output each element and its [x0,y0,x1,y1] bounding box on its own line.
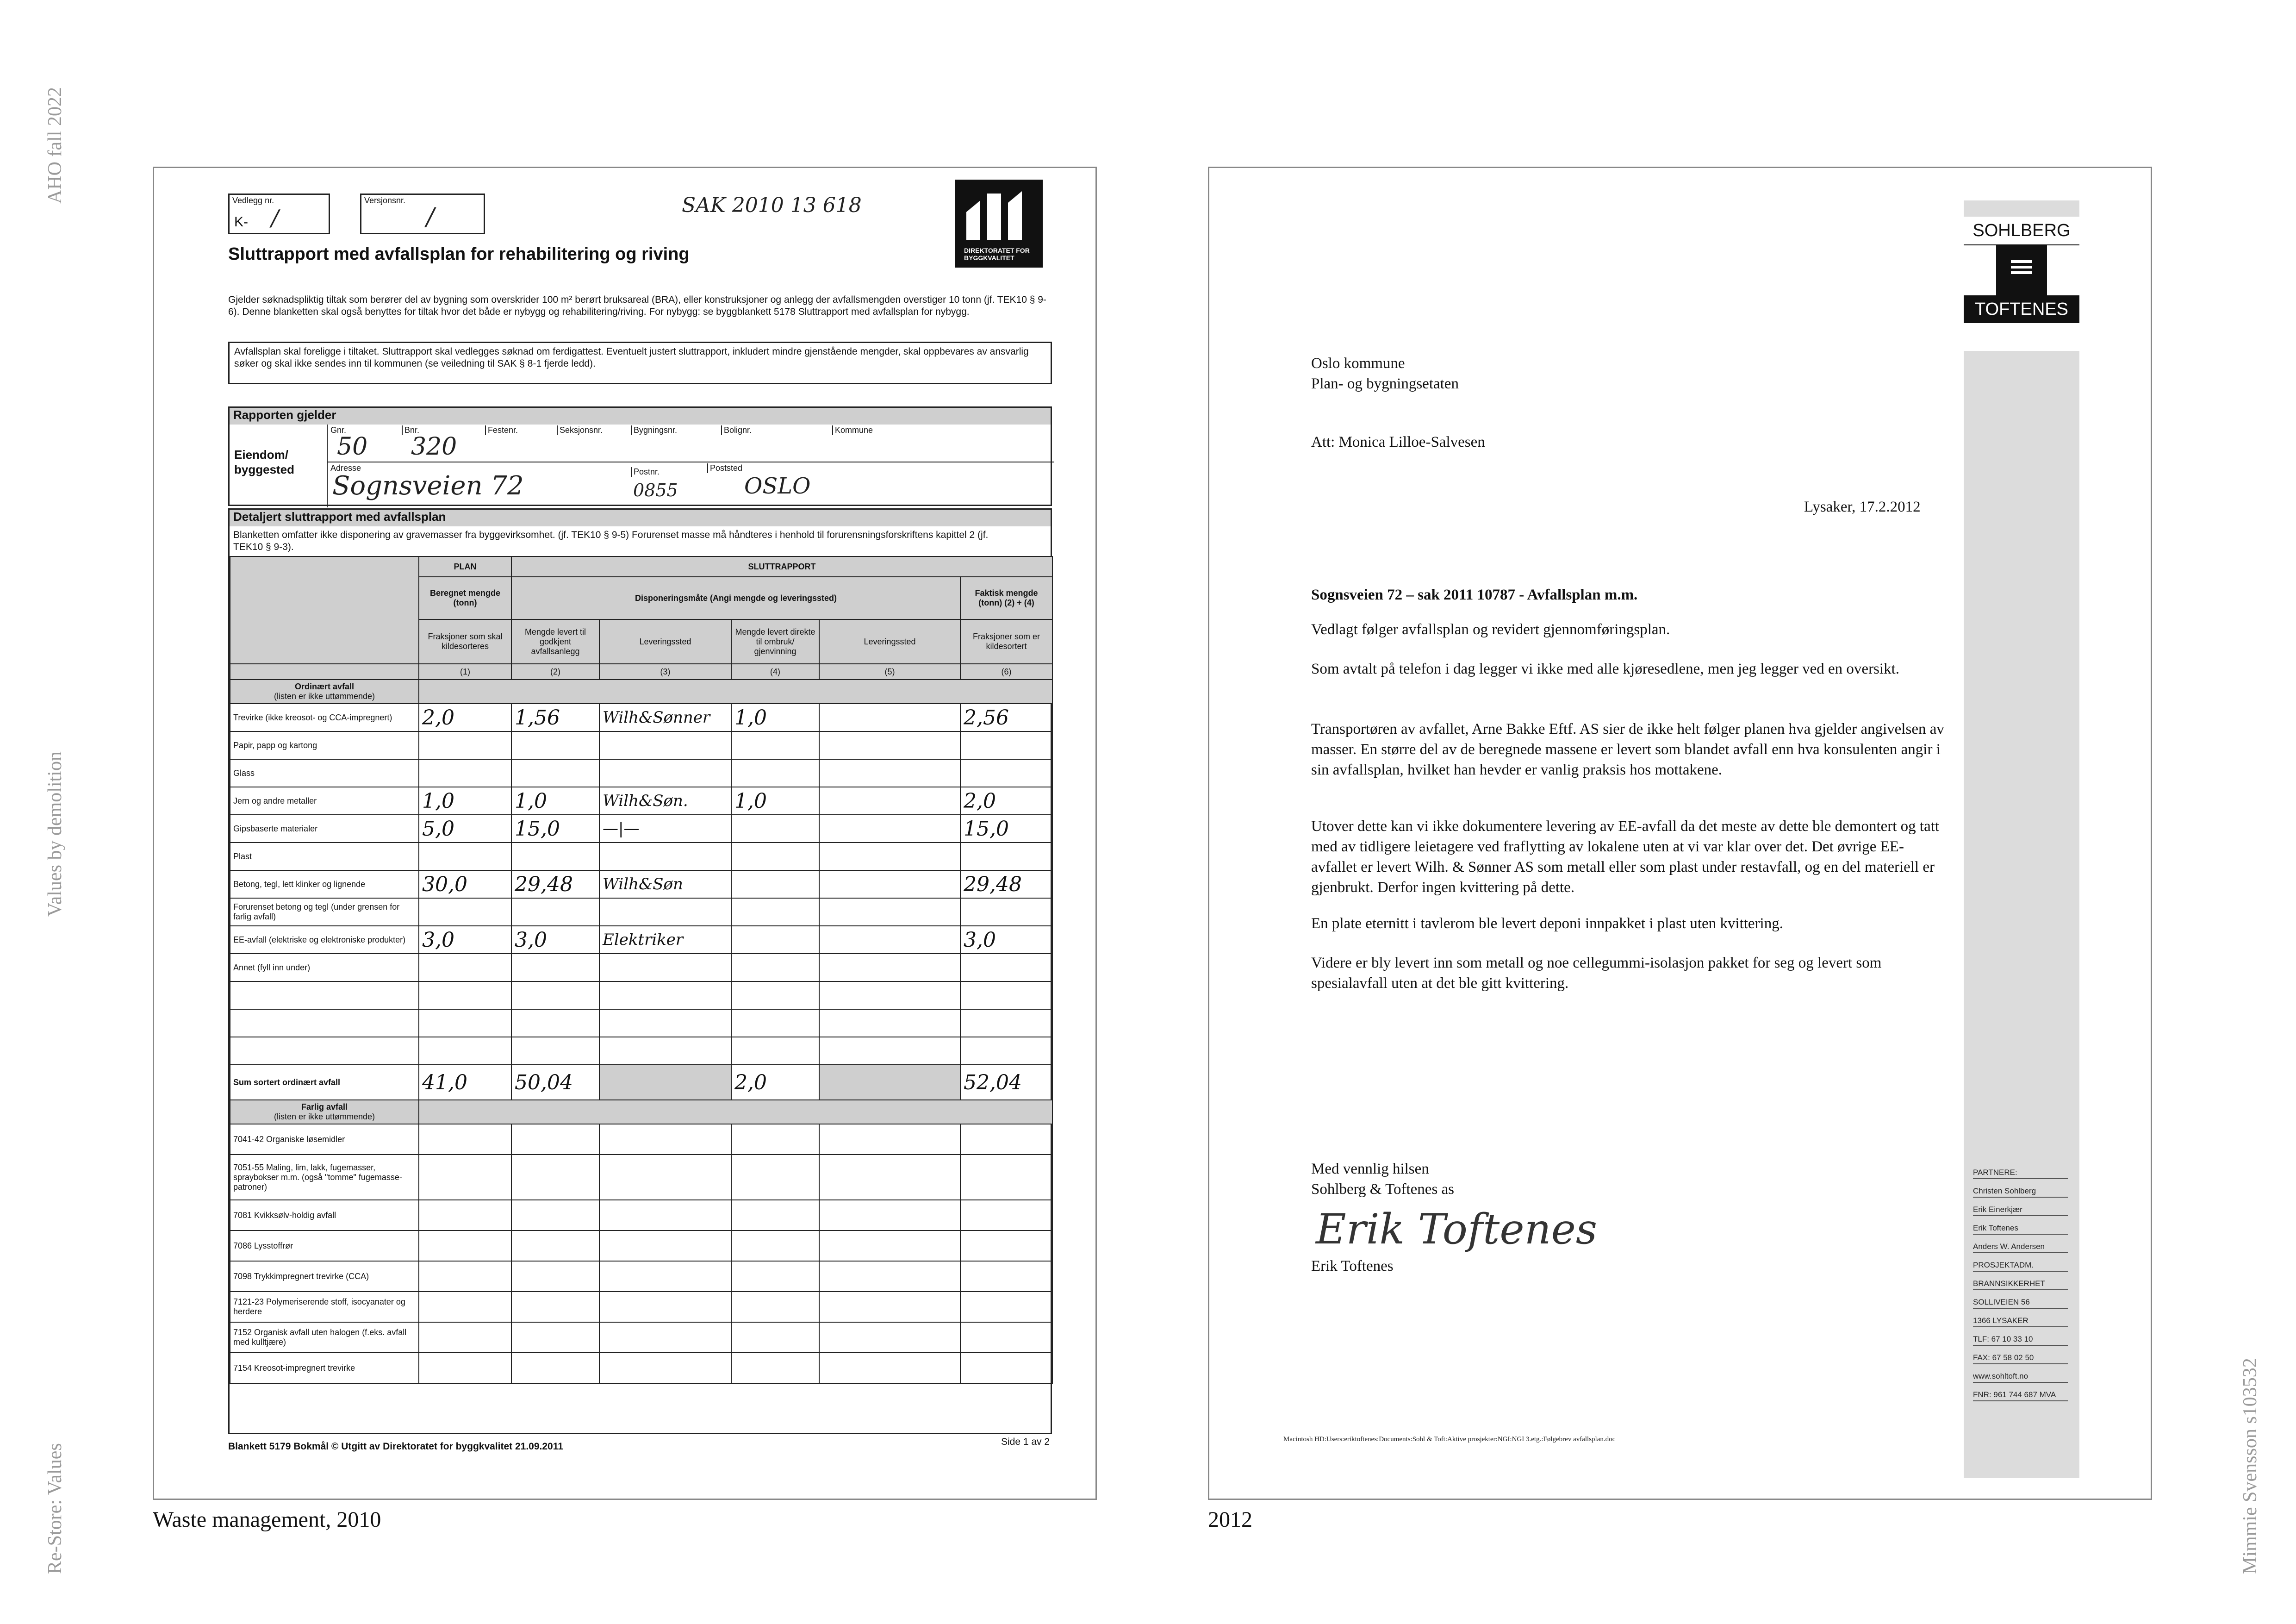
hazard-label: 7051-55 Maling, lim, lakk, fugemasser, spraybokser m.m. (også "tomme" fugemasse-patroner) [230,1155,419,1200]
row-delivered-amount: 1,0 [511,787,599,815]
hazard-cell [819,1261,960,1292]
subheader-3: Leveringssted [599,619,731,664]
section-property [228,406,1052,506]
row-reuse-site [819,843,960,870]
hazard-cell [960,1124,1052,1155]
hazard-cell [511,1322,599,1353]
row-reuse-site [819,954,960,981]
table-row [230,1037,1052,1065]
side-label-middle: Values by demolition [44,751,66,917]
gnr-label: Gnr. [330,425,347,435]
row-reuse-amount [731,926,819,954]
ordinary-rows [230,704,1052,1065]
address-line: FAX: 67 58 02 50 [1973,1353,2068,1364]
row-planned-amount: 3,0 [419,926,511,954]
row-reuse-site [819,815,960,843]
property-fields [327,425,1054,507]
row-delivery-site [599,843,731,870]
address-line: www.sohltoft.no [1973,1372,2068,1383]
header-faktisk: Faktisk mengde (tonn) (2) + (4) [960,577,1052,619]
hazard-cell [819,1155,960,1200]
logo-bottom-text: TOFTENES [1964,295,2079,323]
ordinary-title: Ordinært avfall [294,682,355,691]
table-row [230,787,1052,815]
hazard-subtitle: (listen er ikke uttømmende) [274,1112,375,1121]
row-reuse-site [819,731,960,759]
hazard-cell [511,1292,599,1322]
row-delivered-amount [511,981,599,1009]
row-label: Betong, tegl, lett klinker og lignende [230,870,419,898]
hazard-cell [511,1200,599,1230]
row-actual-amount [960,1009,1052,1037]
row-actual-amount [960,981,1052,1009]
row-planned-amount [419,731,511,759]
row-actual-amount [960,954,1052,981]
bnr-value: 320 [411,433,457,461]
row-reuse-site [819,981,960,1009]
row-delivery-site: Wilh&Søn. [599,787,731,815]
partner-name: Anders W. Andersen [1973,1242,2068,1253]
hazard-cell [419,1230,511,1261]
hazard-cell [599,1322,731,1353]
hazard-cell [599,1200,731,1230]
row-delivered-amount [511,731,599,759]
letter-footer-path: Macintosh HD:Users:eriktoftenes:Documents:Sohl & Toft:Aktive prosjekter:NGI:NGI 3.etg.:Følgebrev avfallsplan.doc [1283,1436,1616,1443]
row-reuse-amount [731,870,819,898]
adresse-value: Sognsveien 72 [332,471,524,501]
row-delivery-site [599,759,731,787]
subheader-6: Fraksjoner som er kildesortert [960,619,1052,664]
row-reuse-amount [731,981,819,1009]
row-label: Gipsbaserte materialer [230,815,419,843]
hazard-cell [731,1230,819,1261]
header-plan: PLAN [419,556,511,577]
row-planned-amount [419,898,511,926]
hazard-cell [819,1292,960,1322]
postnr-label: Postnr. [631,467,660,477]
section-report-title: Detaljert sluttrapport med avfallsplan [230,510,1051,526]
row-actual-amount [960,898,1052,926]
hazard-cell [960,1292,1052,1322]
row-label: Forurenset betong og tegl (under grensen for farlig avfall) [230,898,419,926]
row-delivery-site [599,954,731,981]
header-blank [230,556,419,664]
hazard-cell [960,1322,1052,1353]
partner-name: Erik Toftenes [1973,1224,2068,1235]
hazard-cell [731,1124,819,1155]
vedlegg-box [228,194,330,234]
row-delivered-amount [511,898,599,926]
row-reuse-amount [731,815,819,843]
logo-mark-icon [955,180,1043,244]
adresse-label: Adresse [330,463,361,473]
hazard-cell [819,1230,960,1261]
row-label: EE-avfall (elektriske og elektroniske produkter) [230,926,419,954]
poststed-value: OSLO [744,473,811,499]
row-label: Jern og andre metaller [230,787,419,815]
bygningsnr-label: Bygningsnr. [631,425,677,435]
gnr-value: 50 [337,433,368,461]
hazard-row [230,1261,1052,1292]
table-row [230,926,1052,954]
hazard-cell [419,1124,511,1155]
table-row [230,759,1052,787]
row-delivered-amount [511,1037,599,1065]
table-row [230,870,1052,898]
row-delivered-amount: 1,56 [511,704,599,731]
hazard-cell [419,1353,511,1383]
section-report [228,508,1052,1434]
signer: Erik Toftenes [1311,1258,1394,1274]
hazard-cell [731,1200,819,1230]
row-delivery-site: Elektriker [599,926,731,954]
table-row [230,954,1052,981]
paragraph-1: Vedlagt følger avfallsplan og revidert gjennomføringsplan. [1311,621,1670,638]
hazard-row [230,1200,1052,1230]
row-actual-amount: 2,56 [960,704,1052,731]
row-reuse-amount [731,1009,819,1037]
row-delivered-amount [511,843,599,870]
hazard-cell [599,1124,731,1155]
hazard-cell [731,1353,819,1383]
header-dispo: Disponeringsmåte (Angi mengde og leveringssted) [511,577,960,619]
hazard-cell [511,1353,599,1383]
hazard-label: 7041-42 Organiske løsemidler [230,1124,419,1155]
bolignr-label: Bolignr. [721,425,752,435]
row-actual-amount [960,759,1052,787]
colnum-5: (5) [819,664,960,680]
vedlegg-prefix: K- [234,214,248,230]
row-reuse-site [819,1037,960,1065]
row-reuse-amount [731,731,819,759]
row-delivery-site [599,1037,731,1065]
row-reuse-amount [731,954,819,981]
row-reuse-amount [731,843,819,870]
subheader-5: Leveringssted [819,619,960,664]
row-delivery-site: Wilh&Søn [599,870,731,898]
eiendom-label: Eiendom/ byggested [234,448,295,476]
paragraph-2: Som avtalt på telefon i dag legger vi ikke med alle kjøresedlene, men jeg legger ved en oversikt. [1311,661,1899,677]
table-row [230,1009,1052,1037]
hazard-cell [511,1230,599,1261]
partner-name: Christen Sohlberg [1973,1187,2068,1198]
ordinary-subtitle: (listen er ikke uttømmende) [274,692,375,701]
row-delivered-amount: 29,48 [511,870,599,898]
partner-name: Erik Einerkjær [1973,1205,2068,1216]
row-label [230,1037,419,1065]
row-planned-amount: 30,0 [419,870,511,898]
row-delivered-amount: 3,0 [511,926,599,954]
row-delivery-site [599,1009,731,1037]
hazard-cell [960,1155,1052,1200]
hazard-cell [819,1353,960,1383]
row-reuse-site [819,1009,960,1037]
hazard-cell [599,1230,731,1261]
row-reuse-amount [731,759,819,787]
table-row [230,981,1052,1009]
section-report-text: Blanketten omfatter ikke disponering av gravemasser fra byggevirksomhet. (jf. TEK10 § 9-5) Forurenset masse må håndteres i henhold til forurensningsforskriftens kapittel 2 (jf. TEK10 § 9-3). [233,530,989,552]
row-actual-amount: 15,0 [960,815,1052,843]
hazard-row [230,1353,1052,1383]
hazard-cell [599,1261,731,1292]
row-delivered-amount: 15,0 [511,815,599,843]
address-line: TLF: 67 10 33 10 [1973,1335,2068,1346]
row-delivery-site [599,898,731,926]
paragraph-5: En plate eternitt i tavlerom ble levert deponi innpakket i plast uten kvittering. [1311,915,1783,932]
hazard-cell [731,1261,819,1292]
hazard-row [230,1230,1052,1261]
hazard-rows [230,1124,1052,1383]
row-planned-amount [419,759,511,787]
form-intro: Gjelder søknadspliktig tiltak som berører del av bygning som overskrider 100 m² berørt bruksareal (BRA), eller konstruksjoner og anlegg der avfallsmengden overstiger 10 tonn (jf. TEK10 § 9-6). Denne blanketten skal også benyttes for tiltak hvor det både er nybygg og rehabilitering/riving. For nybygg: se byggblankett 5178 Sluttrapport med avfallsplan for nybygg. [228,294,1046,317]
hazard-header [230,1100,419,1124]
versjon-label: Versjonsnr. [364,196,406,205]
hazard-cell [960,1353,1052,1383]
form-page [153,167,1097,1500]
caption-left: Waste management, 2010 [153,1507,381,1532]
table-row [230,843,1052,870]
side-label-top: AHO fall 2022 [44,87,66,204]
hazard-cell [819,1322,960,1353]
hazard-cell [599,1353,731,1383]
row-planned-amount: 2,0 [419,704,511,731]
vedlegg-value: / [271,205,279,231]
row-delivery-site [599,981,731,1009]
colnum-4: (4) [731,664,819,680]
postnr-value: 0855 [633,480,678,500]
closing: Med vennlig hilsen [1311,1161,1429,1177]
festenr-label: Festenr. [485,425,518,435]
hazard-label: 7152 Organisk avfall uten halogen (f.eks. avfall med kulltjære) [230,1322,419,1353]
table-row [230,731,1052,759]
sum-c1: 41,0 [419,1065,511,1100]
hazard-cell [511,1261,599,1292]
kommune-label: Kommune [832,425,873,435]
hazard-cell [419,1155,511,1200]
section-property-title: Rapporten gjelder [230,408,1051,425]
hazard-cell [599,1155,731,1200]
paragraph-3: Transportøren av avfallet, Arne Bakke Eftf. AS sier de ikke helt følger planen hva gjelder angivelsen av masser. En større del av de beregnede massene er levert som blandet avfall enn hva konsulenten angir i sin avfallsplan, hvilket han hevder er vanlig praksis hos mottakene. [1311,721,1944,778]
company: Sohlberg & Toftenes as [1311,1181,1455,1198]
hazard-label: 7121-23 Polymeriserende stoff, isocyanater og herdere [230,1292,419,1322]
hazard-cell [731,1155,819,1200]
colnum-2: (2) [511,664,599,680]
row-planned-amount [419,1009,511,1037]
recipient-line-2: Plan- og bygningsetaten [1311,375,1459,392]
row-delivered-amount [511,1009,599,1037]
seksjonsnr-label: Seksjonsnr. [557,425,603,435]
table-row [230,898,1052,926]
row-label: Papir, papp og kartong [230,731,419,759]
letter-page [1208,167,2152,1500]
hazard-row [230,1124,1052,1155]
subheader-4: Mengde levert direkte til ombruk/ gjenvinning [731,619,819,664]
row-delivery-site: —|— [599,815,731,843]
versjon-value: / [426,203,435,231]
side-label-right: Mimmie Svensson s103532 [2240,1358,2261,1574]
hazard-cell [419,1200,511,1230]
waste-table [230,556,1053,1384]
row-reuse-amount: 1,0 [731,787,819,815]
hazard-cell [599,1292,731,1322]
service-item: PROSJEKTADM. [1973,1261,2068,1272]
vedlegg-label: Vedlegg nr. [232,196,274,205]
hazard-cell [419,1292,511,1322]
row-label: Trevirke (ikke kreosot- og CCA-impregnert) [230,704,419,731]
row-reuse-site [819,926,960,954]
logo-text: DIREKTORATET FOR BYGGKVALITET [964,247,1030,262]
hazard-label: 7081 Kvikksølv-holdig avfall [230,1200,419,1230]
hazard-label: 7154 Kreosot-impregnert trevirke [230,1353,419,1383]
address-line: SOLLIVEIEN 56 [1973,1298,2068,1309]
hazard-title: Farlig avfall [301,1102,348,1112]
form-footer-right: Side 1 av 2 [1001,1437,1050,1447]
row-label [230,1009,419,1037]
hazard-cell [819,1124,960,1155]
table-row [230,815,1052,843]
signature: Erik Toftenes [1316,1205,1598,1254]
row-label: Annet (fyll inn under) [230,954,419,981]
side-label-bottom: Re-Store: Values [44,1443,66,1574]
letter-subject: Sognsveien 72 – sak 2011 10787 - Avfallsplan m.m. [1311,587,1638,603]
sohlberg-logo [1964,217,2079,351]
hazard-cell [419,1322,511,1353]
hazard-cell [960,1200,1052,1230]
subheader-2: Mengde levert til godkjent avfallsanlegg [511,619,599,664]
form-title: Sluttrapport med avfallsplan for rehabilitering og riving [228,244,690,264]
versjon-box [360,194,485,234]
colnum-1: (1) [419,664,511,680]
hazard-cell [819,1200,960,1230]
hazard-row [230,1292,1052,1322]
bnr-label: Bnr. [402,425,419,435]
paragraph-6: Videre er bly levert inn som metall og noe cellegummi-isolasjon pakket for seg og levert som spesialavfall uten at det ble gitt kvittering. [1311,955,1882,992]
row-planned-amount [419,981,511,1009]
row-planned-amount: 5,0 [419,815,511,843]
row-reuse-amount [731,898,819,926]
sum-c6: 52,04 [960,1065,1052,1100]
caption-right: 2012 [1208,1507,1252,1532]
hazard-cell [511,1124,599,1155]
ordinary-header [230,680,419,704]
address-line: FNR: 961 744 687 MVA [1973,1390,2068,1401]
sum-c4: 2,0 [731,1065,819,1100]
sum-c2: 50,04 [511,1065,599,1100]
row-reuse-site [819,870,960,898]
hazard-cell [960,1230,1052,1261]
row-planned-amount [419,954,511,981]
row-planned-amount [419,843,511,870]
letter-date: Lysaker, 17.2.2012 [1804,499,1921,515]
row-reuse-site [819,704,960,731]
header-beregnet: Beregnet mengde (tonn) [419,577,511,619]
row-actual-amount: 3,0 [960,926,1052,954]
colnum-3: (3) [599,664,731,680]
row-label [230,981,419,1009]
hazard-cell [419,1261,511,1292]
table-row [230,704,1052,731]
hazard-row [230,1155,1052,1200]
row-actual-amount [960,843,1052,870]
sum-label: Sum sortert ordinært avfall [230,1065,419,1100]
partners-label: PARTNERE: [1973,1168,2068,1179]
hazard-cell [960,1261,1052,1292]
header-slutt: SLUTTRAPPORT [511,556,1052,577]
hazard-label: 7098 Trykkimpregnert trevirke (CCA) [230,1261,419,1292]
row-reuse-amount [731,1037,819,1065]
logo-top-text: SOHLBERG [1972,221,2071,240]
sak-handwritten: SAK 2010 13 618 [682,194,862,217]
hazard-cell [731,1322,819,1353]
hazard-cell [731,1292,819,1322]
attention: Att: Monica Lilloe-Salvesen [1311,434,1485,450]
row-actual-amount [960,731,1052,759]
row-actual-amount: 29,48 [960,870,1052,898]
paragraph-4: Utover dette kan vi ikke dokumentere levering av EE-avfall da det meste av dette ble demontert og tatt med av tidligere leietagere ved fraflytting av lokalene uten at vi var klar over det. Det øvrige EE-avfallet er levert Wilh. & Sønner AS som metall eller som plast under restavfall, og en del materiell er gjenbrukt. Derfor ingen kvittering på dette. [1311,818,1940,896]
row-delivered-amount [511,954,599,981]
row-reuse-site [819,759,960,787]
form-notice: Avfallsplan skal foreligge i tiltaket. Sluttrapport skal vedlegges søknad om ferdigattest. Eventuelt justert sluttrapport, inkludert mindre gjenstående mengder, skal oppbevares av ansvarlig søker og skal ikke sendes inn til kommunen (se veiledning til SAK § 8-1 fjerde ledd). [228,342,1052,384]
hazard-cell [511,1155,599,1200]
row-planned-amount [419,1037,511,1065]
row-planned-amount: 1,0 [419,787,511,815]
hazard-label: 7086 Lysstoffrør [230,1230,419,1261]
row-reuse-site [819,898,960,926]
row-label: Glass [230,759,419,787]
recipient-line-1: Oslo kommune [1311,355,1405,372]
poststed-label: Poststed [707,463,742,473]
row-reuse-amount: 1,0 [731,704,819,731]
row-delivery-site: Wilh&Sønner [599,704,731,731]
row-actual-amount [960,1037,1052,1065]
row-delivery-site [599,731,731,759]
row-actual-amount: 2,0 [960,787,1052,815]
row-reuse-site [819,787,960,815]
service-item: BRANNSIKKERHET [1973,1279,2068,1290]
colnum-6: (6) [960,664,1052,680]
direktoratet-logo [955,180,1043,268]
row-label: Plast [230,843,419,870]
hazard-row [230,1322,1052,1353]
address-line: 1366 LYSAKER [1973,1316,2068,1327]
row-delivered-amount [511,759,599,787]
form-footer-left: Blankett 5179 Bokmål © Utgitt av Direktoratet for byggkvalitet 21.09.2011 [228,1441,563,1452]
subheader-1: Fraksjoner som skal kildesorteres [419,619,511,664]
